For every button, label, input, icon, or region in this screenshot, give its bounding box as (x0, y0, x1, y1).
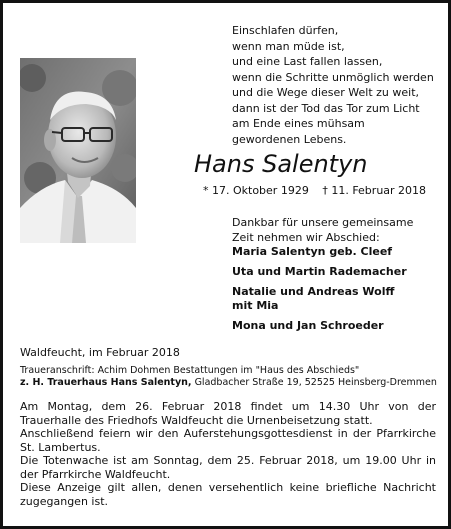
life-dates (203, 184, 426, 197)
poem (232, 23, 434, 147)
mourner (232, 265, 407, 279)
poem-line: und eine Last fallen lassen, (232, 55, 383, 68)
farewell-intro (232, 215, 413, 245)
mourner-name: Maria Salentyn geb. Cleef (232, 245, 393, 258)
poem-line: Einschlafen dürfen, (232, 24, 339, 37)
address-line (20, 377, 437, 389)
birth-date: * 17. Oktober 1929 (203, 184, 309, 197)
mourner (232, 285, 407, 313)
mourner-name-extra: mit Mia (232, 299, 279, 312)
paragraph: Die Totenwache ist am Sonntag, dem 25. Februar 2018, um 19.00 Uhr in der Pfarrkirche Waldfeucht. (20, 454, 436, 481)
poem-line: wenn man müde ist, (232, 39, 345, 53)
address-line: Traueranschrift: Achim Dohmen Bestattungen im "Haus des Abschieds" (20, 365, 360, 376)
deceased-name: Hans Salentyn (194, 150, 368, 178)
farewell-line: Dankbar für unsere gemeinsame (232, 216, 414, 229)
poem-line: gewordenen Lebens. (232, 132, 347, 146)
mourner-name: Natalie und Andreas Wolff (232, 285, 395, 298)
address-recipient: z. H. Trauerhaus Hans Salentyn, (20, 377, 192, 388)
paragraph: Diese Anzeige gilt allen, denen versehentlich keine briefliche Nachricht zugegangen ist. (20, 481, 436, 508)
poem-line: und die Wege dieser Welt zu weit, (232, 86, 420, 99)
poem-line: am Ende eines mühsam (232, 117, 365, 130)
mourner-name: Mona und Jan Schroeder (232, 319, 384, 332)
address-street: Gladbacher Straße 19, 52525 Heinsberg-Dremmen (191, 377, 437, 388)
paragraph: Am Montag, dem 26. Februar 2018 findet um 14.30 Uhr von der Trauerhalle des Friedhofs Waldfeucht die Urnenbeisetzung statt. (20, 400, 436, 427)
poem-line: wenn die Schritte unmöglich werden (232, 70, 434, 84)
mourners-list (232, 245, 407, 339)
mourner (232, 319, 407, 333)
funeral-details (20, 400, 436, 508)
poem-line: dann ist der Tod das Tor zum Licht (232, 101, 420, 115)
paragraph: Anschließend feiern wir den Auferstehungsgottesdienst in der Pfarrkirche St. Lambertus. (20, 427, 436, 454)
mourning-address (20, 365, 437, 389)
death-date: † 11. Februar 2018 (322, 184, 427, 197)
farewell-line: Zeit nehmen wir Abschied: (232, 231, 380, 244)
portrait-photo (20, 58, 136, 243)
mourner (232, 245, 407, 259)
mourner-name: Uta und Martin Rademacher (232, 265, 407, 278)
place-and-date: Waldfeucht, im Februar 2018 (20, 346, 180, 359)
